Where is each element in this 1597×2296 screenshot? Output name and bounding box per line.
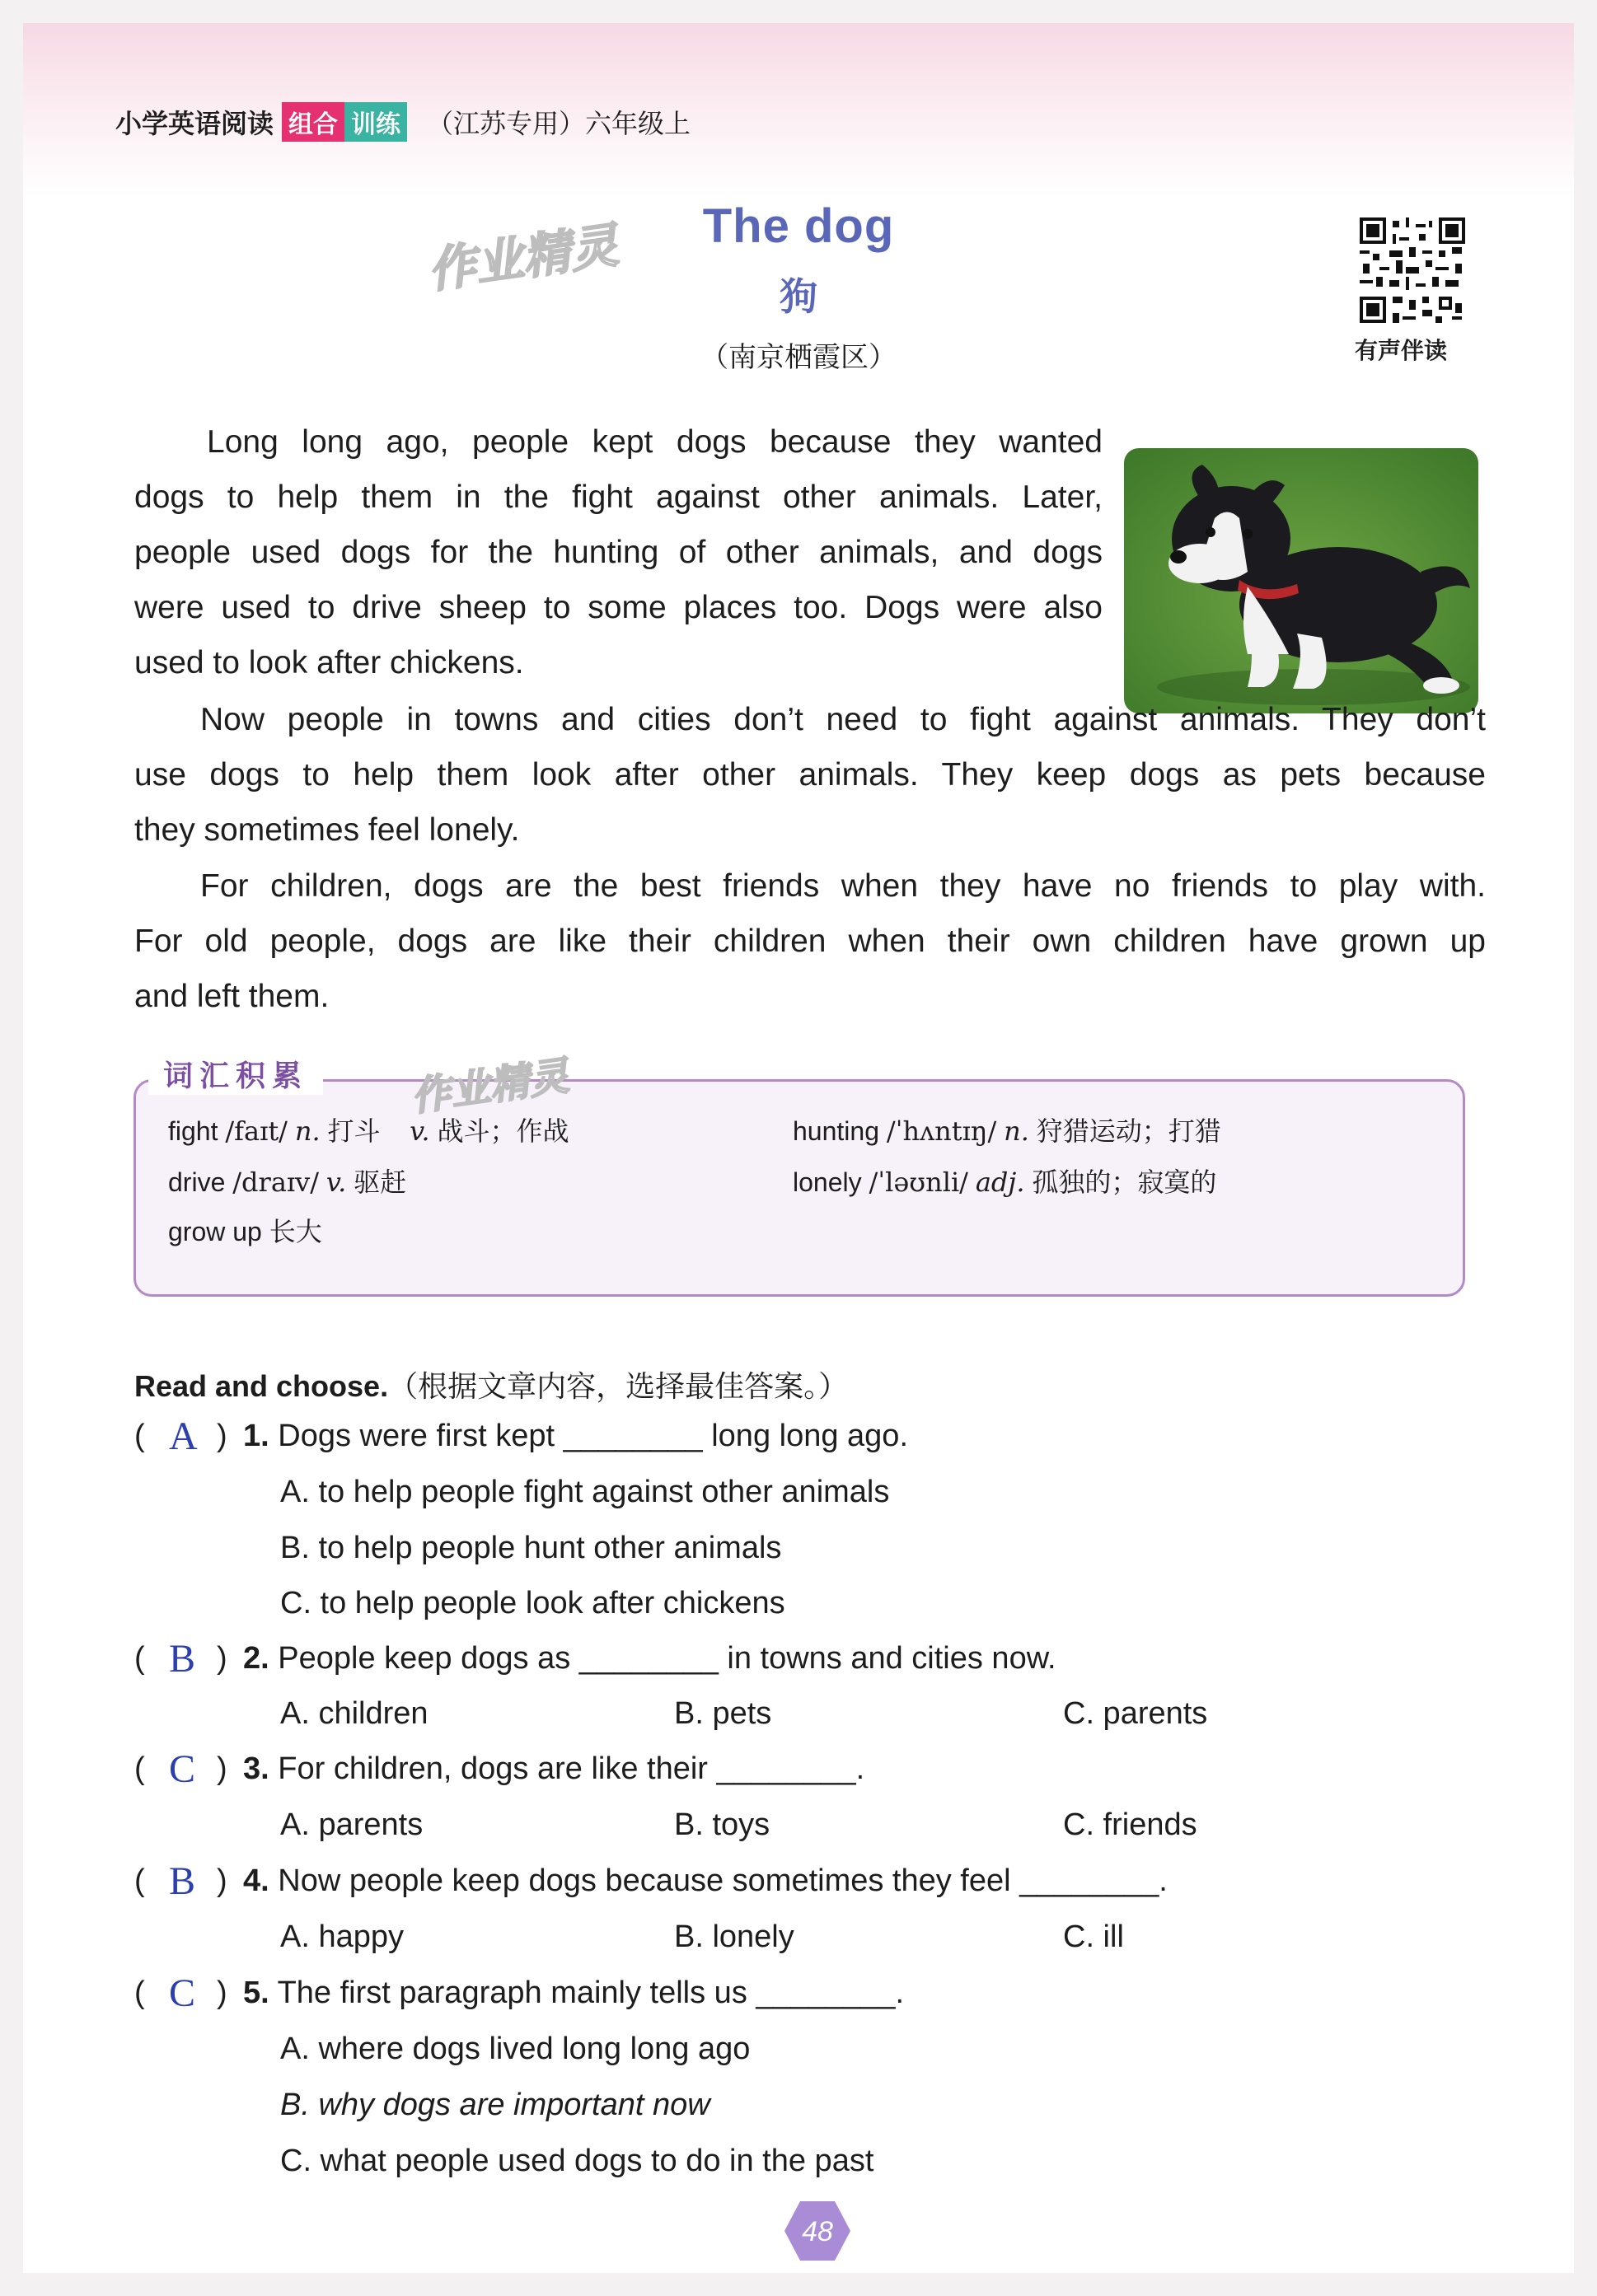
tag-zuhe: 组合 (282, 102, 344, 142)
question-stem: For children, dogs are like their ________. (278, 1751, 865, 1786)
dog-picture (1124, 448, 1478, 713)
questions-heading: Read and choose.（根据文章内容，选择最佳答案。） (134, 1369, 849, 1403)
paragraph-1 (134, 414, 1103, 690)
question-3: ( C ) 3. For children, dogs are like their ________. (134, 1747, 865, 1791)
option-a: A. children (280, 1696, 429, 1731)
qr-label: 有声伴读 (1355, 338, 1448, 363)
answer-paren: ( B ) (134, 1637, 227, 1681)
answer-paren: ( A ) (134, 1415, 227, 1458)
option-b: B. why dogs are important now (280, 2088, 710, 2122)
passage-line: use dogs to help them look after other animals. They keep dogs as pets because (134, 757, 1486, 793)
paragraph-2 (134, 692, 1486, 858)
book-title: 小学英语阅读 (115, 109, 274, 138)
passage-line: For children, dogs are the best friends when they have no friends to play with. (200, 868, 1486, 904)
answer-paren: ( C ) (134, 1747, 227, 1791)
workbook-page (23, 23, 1574, 2273)
answer-paren: ( C ) (134, 1971, 227, 2015)
passage-line: used to look after chickens. (134, 645, 524, 680)
vocab-lonely: lonely /ˈləʊnli/ adj. 孤独的；寂寞的 (793, 1167, 1217, 1198)
question-1: ( A ) 1. Dogs were first kept ________ long long ago. (134, 1415, 908, 1458)
vocabulary-title: 词汇积累 (148, 1053, 323, 1095)
option-b: B. toys (674, 1807, 770, 1842)
question-stem: People keep dogs as ________ in towns and cities now. (278, 1641, 1056, 1676)
question-stem: The first paragraph mainly tells us ________. (277, 1976, 905, 2010)
option-c: C. what people used dogs to do in the past (280, 2144, 874, 2178)
answer-paren: ( B ) (134, 1859, 227, 1903)
qr-code-icon[interactable] (1360, 217, 1465, 323)
passage-line: Now people in towns and cities don’t need to fight against animals. They don’t (200, 702, 1486, 737)
article-title-cn: 狗 (780, 275, 817, 318)
book-header (115, 102, 691, 142)
option-a: A. where dogs lived long long ago (280, 2032, 751, 2066)
option-b: B. pets (674, 1696, 772, 1731)
page-number: 48 (802, 2216, 833, 2247)
region-label: （南京栖霞区） (700, 341, 897, 374)
paragraph-3 (134, 858, 1486, 1024)
question-5: ( C ) 5. The first paragraph mainly tells us ________. (134, 1971, 905, 2015)
option-b: B. lonely (674, 1920, 794, 1954)
series-label: （江苏专用）六年级上 (427, 109, 691, 138)
answer-mark: B (169, 1859, 196, 1903)
option-c: C. to help people look after chickens (280, 1586, 785, 1620)
question-stem: Dogs were first kept ________ long long ago. (278, 1419, 908, 1453)
option-c: C. ill (1063, 1920, 1124, 1954)
question-2: ( B ) 2. People keep dogs as ________ in towns and cities now. (134, 1637, 1056, 1681)
vocab-grow-up: grow up 长大 (168, 1216, 322, 1247)
option-b: B. to help people hunt other animals (280, 1531, 782, 1565)
watermark: 作业精灵 (424, 218, 622, 298)
question-stem: Now people keep dogs because sometimes they feel ________. (278, 1863, 1168, 1898)
passage-line: and left them. (134, 979, 330, 1014)
question-4: ( B ) 4. Now people keep dogs because sometimes they feel ________. (134, 1859, 1168, 1903)
passage-line: For old people, dogs are like their children when their own children have grown up (134, 924, 1486, 959)
passage-line: were used to drive sheep to some places too. Dogs were also (134, 590, 1103, 625)
answer-mark: A (169, 1415, 198, 1458)
option-a: A. parents (280, 1807, 424, 1842)
article-title: The dog (702, 199, 895, 253)
answer-mark: B (169, 1637, 196, 1681)
option-c: C. parents (1063, 1696, 1208, 1731)
passage-line: dogs to help them in the fight against other animals. Later, (134, 479, 1103, 515)
option-a: A. happy (280, 1920, 404, 1954)
vocab-fight: fight /faɪt/ n. 打斗 v. 战斗；作战 (168, 1115, 569, 1147)
option-c: C. friends (1063, 1807, 1197, 1842)
vocab-hunting: hunting /ˈhʌntɪŋ/ n. 狩猎运动；打猎 (793, 1115, 1221, 1147)
passage-line: Long long ago, people kept dogs because they wanted (207, 424, 1103, 460)
vocab-drive: drive /draɪv/ v. 驱赶 (168, 1167, 407, 1198)
answer-mark: C (169, 1971, 196, 2015)
watermark: 作业精灵 (408, 1054, 572, 1120)
answer-mark: C (169, 1747, 196, 1791)
option-a: A. to help people fight against other animals (280, 1475, 890, 1509)
passage-line: people used dogs for the hunting of other animals, and dogs (134, 535, 1103, 570)
tag-xunlian: 训练 (344, 102, 407, 142)
passage-line: they sometimes feel lonely. (134, 812, 520, 848)
page-number-badge (783, 2200, 852, 2262)
